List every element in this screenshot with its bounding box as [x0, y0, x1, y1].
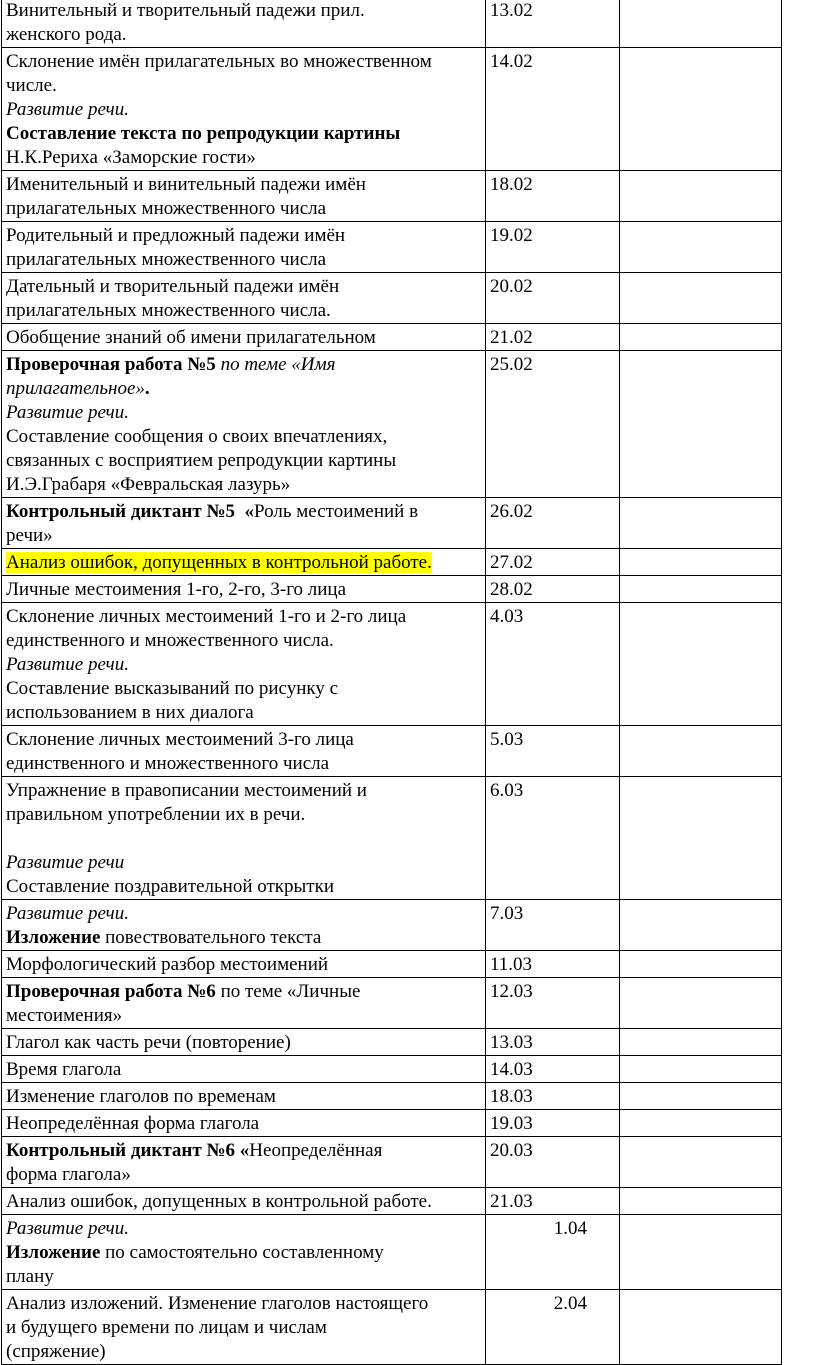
lesson-date-cell: 12.03 [486, 978, 620, 1029]
empty-cell [620, 1083, 782, 1110]
lesson-date-cell: 19.03 [486, 1110, 620, 1137]
topic-text: женского рода. [6, 24, 127, 45]
topic-text: Дательный и творительный падежи имён [6, 276, 340, 297]
table-row [2, 603, 782, 726]
topic-text: Склонение личных местоимений 1-го и 2-го лица [6, 606, 407, 627]
topic-line [6, 1139, 481, 1163]
topic-line [6, 1163, 481, 1187]
topic-line [6, 0, 481, 23]
topic-text: Составление поздравительной открытки [6, 876, 334, 897]
topic-text: Родительный и предложный падежи имён [6, 225, 346, 246]
table-row [2, 1215, 782, 1290]
topic-text: Личные местоимения 1-го, 2-го, 3-го лица [6, 579, 347, 600]
lesson-topic-cell [2, 1137, 486, 1188]
topic-text: Неопределённая форма глагола [6, 1113, 260, 1134]
lesson-topic-cell [2, 48, 486, 171]
table-row [2, 222, 782, 273]
topic-text: . [144, 378, 150, 399]
topic-line [6, 524, 481, 548]
empty-cell [620, 726, 782, 777]
lesson-date-cell: 11.03 [486, 951, 620, 978]
empty-cell [620, 978, 782, 1029]
topic-text: Развитие речи. [6, 402, 129, 423]
topic-text: Изложение [6, 1242, 101, 1263]
empty-cell [620, 1137, 782, 1188]
empty-cell [620, 171, 782, 222]
lesson-date-cell: 28.02 [486, 576, 620, 603]
topic-text: местоимения» [6, 1005, 123, 1026]
topic-text: (спряжение) [6, 1341, 106, 1362]
topic-text: Проверочная работа №5 [6, 354, 216, 375]
table-row [2, 726, 782, 777]
topic-text: Проверочная работа №6 [6, 981, 216, 1002]
topic-text: Морфологический разбор местоимений [6, 954, 329, 975]
topic-text: числе. [6, 75, 57, 96]
lesson-topic-cell [2, 576, 486, 603]
topic-text: и будущего времени по лицам и числам [6, 1317, 327, 1338]
lesson-topic-cell [2, 0, 486, 48]
topic-line [6, 875, 481, 899]
table-row [2, 498, 782, 549]
topic-line [6, 197, 481, 221]
topic-text: Составление текста по репродукции картины [6, 123, 401, 144]
topic-line [6, 449, 481, 473]
topic-text: единственного и множественного числа [6, 753, 330, 774]
topic-line [6, 1217, 481, 1241]
lesson-plan-body [2, 0, 782, 1365]
lesson-topic-cell [2, 1215, 486, 1290]
topic-text: по теме «Имя [215, 354, 336, 375]
table-row [2, 549, 782, 576]
topic-text: плану [6, 1266, 54, 1287]
lesson-topic-cell [2, 951, 486, 978]
topic-text: Склонение имён прилагательных во множественном [6, 51, 432, 72]
table-row [2, 576, 782, 603]
topic-line [6, 926, 481, 950]
topic-text: Роль местоимений в [254, 501, 419, 522]
lesson-date-cell: 14.02 [486, 48, 620, 171]
topic-text: И.Э.Грабаря «Февральская лазурь» [6, 474, 291, 495]
topic-text: связанных с восприятием репродукции картины [6, 450, 397, 471]
lesson-date-cell: 6.03 [486, 777, 620, 900]
topic-line [6, 701, 481, 725]
topic-text: Развитие речи [6, 852, 125, 873]
topic-text: Глагол как часть речи (повторение) [6, 1032, 291, 1053]
table-row [2, 1083, 782, 1110]
topic-text: Анализ ошибок, допущенных в контрольной работе. [6, 1191, 432, 1212]
lesson-topic-cell [2, 273, 486, 324]
empty-cell [620, 777, 782, 900]
topic-text: Н.К.Рериха «Заморские гости» [6, 147, 256, 168]
empty-cell [620, 273, 782, 324]
topic-line [6, 173, 481, 197]
topic-text: « [235, 501, 255, 522]
topic-line [6, 1316, 481, 1340]
topic-text: прилагательных множественного числа. [6, 300, 331, 321]
empty-cell [620, 1029, 782, 1056]
topic-text: прилагательных множественного числа [6, 198, 327, 219]
topic-text: речи» [6, 525, 53, 546]
topic-text: Изменение глаголов по временам [6, 1086, 276, 1107]
topic-line [6, 326, 481, 350]
table-row [2, 1056, 782, 1083]
empty-cell [620, 48, 782, 171]
topic-text: Контрольный диктант №5 [6, 501, 236, 522]
topic-text: Составление сообщения о своих впечатлениях, [6, 426, 388, 447]
lesson-topic-cell [2, 603, 486, 726]
lesson-topic-cell [2, 726, 486, 777]
topic-line [6, 851, 481, 875]
empty-cell [620, 900, 782, 951]
topic-text: по теме «Личные [215, 981, 361, 1002]
topic-line [6, 980, 481, 1004]
lesson-topic-cell [2, 1083, 486, 1110]
table-row [2, 1110, 782, 1137]
lesson-date-cell: 27.02 [486, 549, 620, 576]
lesson-topic-cell [2, 351, 486, 498]
lesson-date-cell: 21.03 [486, 1188, 620, 1215]
topic-text: Развитие речи. [6, 654, 129, 675]
lesson-topic-cell [2, 978, 486, 1029]
lesson-date-cell: 25.02 [486, 351, 620, 498]
topic-line [6, 122, 481, 146]
lesson-topic-cell [2, 900, 486, 951]
topic-text: Обобщение знаний об имени прилагательном [6, 327, 376, 348]
table-row [2, 0, 782, 48]
table-row [2, 1029, 782, 1056]
empty-cell [620, 351, 782, 498]
empty-cell [620, 1056, 782, 1083]
empty-cell [620, 549, 782, 576]
lesson-topic-cell [2, 1290, 486, 1365]
table-row [2, 1290, 782, 1365]
topic-text: Составление высказываний по рисунку с [6, 678, 339, 699]
topic-line [6, 224, 481, 248]
topic-line [6, 74, 481, 98]
topic-line [6, 629, 481, 653]
table-row [2, 978, 782, 1029]
topic-text: Упражнение в правописании местоимений и [6, 780, 367, 801]
lesson-topic-cell [2, 222, 486, 273]
topic-line [6, 353, 481, 377]
topic-text: Склонение личных местоимений 3-го лица [6, 729, 354, 750]
lesson-date-cell: 5.03 [486, 726, 620, 777]
lesson-date-cell: 18.03 [486, 1083, 620, 1110]
topic-line [6, 1241, 481, 1265]
lesson-date-cell: 2.04 [486, 1290, 620, 1365]
topic-line [6, 677, 481, 701]
lesson-topic-cell [2, 171, 486, 222]
table-row [2, 48, 782, 171]
topic-line [6, 248, 481, 272]
lesson-topic-cell [2, 777, 486, 900]
lesson-date-cell: 20.03 [486, 1137, 620, 1188]
empty-cell [620, 576, 782, 603]
topic-text [6, 828, 11, 849]
lesson-topic-cell [2, 324, 486, 351]
topic-line [6, 803, 481, 827]
topic-line [6, 98, 481, 122]
empty-cell [620, 1290, 782, 1365]
topic-line [6, 401, 481, 425]
topic-line [6, 299, 481, 323]
topic-line [6, 1292, 481, 1316]
empty-cell [620, 1110, 782, 1137]
table-row [2, 1137, 782, 1188]
lesson-date-cell: 20.02 [486, 273, 620, 324]
topic-line [6, 1340, 481, 1364]
table-row [2, 351, 782, 498]
lesson-date-cell: 14.03 [486, 1056, 620, 1083]
table-row [2, 1188, 782, 1215]
topic-text: правильном употреблении их в речи. [6, 804, 306, 825]
topic-line [6, 1058, 481, 1082]
empty-cell [620, 324, 782, 351]
topic-line [6, 1112, 481, 1136]
lesson-date-cell: 13.03 [486, 1029, 620, 1056]
topic-text: Развитие речи. [6, 903, 129, 924]
topic-text: Анализ изложений. Изменение глаголов настоящего [6, 1293, 429, 1314]
empty-cell [620, 1215, 782, 1290]
empty-cell [620, 0, 782, 48]
topic-text: по самостоятельно составленному [100, 1242, 384, 1263]
lesson-topic-cell [2, 1056, 486, 1083]
table-row [2, 900, 782, 951]
topic-line [6, 728, 481, 752]
lesson-plan-table [1, 0, 782, 1365]
table-row [2, 273, 782, 324]
lesson-date-cell: 1.04 [486, 1215, 620, 1290]
lesson-topic-cell [2, 1029, 486, 1056]
topic-line [6, 1031, 481, 1055]
lesson-topic-cell [2, 498, 486, 549]
topic-text: Время глагола [6, 1059, 122, 1080]
lesson-date-cell: 26.02 [486, 498, 620, 549]
topic-line [6, 752, 481, 776]
topic-line [6, 551, 481, 575]
empty-cell [620, 222, 782, 273]
empty-cell [620, 498, 782, 549]
empty-cell [620, 951, 782, 978]
empty-cell [620, 1188, 782, 1215]
topic-text: Развитие речи. [6, 1218, 129, 1239]
topic-line [6, 779, 481, 803]
topic-text: Неопределённая [249, 1140, 383, 1161]
lesson-topic-cell [2, 1188, 486, 1215]
topic-line [6, 23, 481, 47]
empty-cell [620, 603, 782, 726]
lesson-date-cell: 13.02 [486, 0, 620, 48]
topic-line [6, 1265, 481, 1289]
topic-line [6, 50, 481, 74]
lesson-topic-cell [2, 549, 486, 576]
topic-line [6, 953, 481, 977]
table-row [2, 324, 782, 351]
topic-text: прилагательное» [6, 378, 145, 399]
topic-line [6, 500, 481, 524]
table-row [2, 777, 782, 900]
topic-text: Развитие речи. [6, 99, 129, 120]
topic-line [6, 827, 481, 851]
topic-line [6, 605, 481, 629]
topic-text: Именительный и винительный падежи имён [6, 174, 366, 195]
lesson-date-cell: 19.02 [486, 222, 620, 273]
table-row [2, 951, 782, 978]
topic-line [6, 1085, 481, 1109]
topic-text: единственного и множественного числа. [6, 630, 334, 651]
topic-text: форма глагола» [6, 1164, 131, 1185]
topic-text: Изложение [6, 927, 101, 948]
topic-line [6, 377, 481, 401]
topic-text: Анализ ошибок, допущенных в контрольной работе. [6, 552, 432, 573]
topic-line [6, 473, 481, 497]
lesson-date-cell: 4.03 [486, 603, 620, 726]
topic-line [6, 275, 481, 299]
topic-line [6, 1004, 481, 1028]
lesson-topic-cell [2, 1110, 486, 1137]
topic-line [6, 425, 481, 449]
topic-text: повествовательного текста [100, 927, 322, 948]
lesson-date-cell: 21.02 [486, 324, 620, 351]
topic-text: Контрольный диктант №6 « [6, 1140, 250, 1161]
lesson-date-cell: 18.02 [486, 171, 620, 222]
topic-line [6, 653, 481, 677]
topic-line [6, 1190, 481, 1214]
topic-line [6, 578, 481, 602]
lesson-date-cell: 7.03 [486, 900, 620, 951]
topic-line [6, 902, 481, 926]
topic-text: использованием в них диалога [6, 702, 254, 723]
topic-line [6, 146, 481, 170]
topic-text: прилагательных множественного числа [6, 249, 327, 270]
table-row [2, 171, 782, 222]
topic-text: Винительный и творительный падежи прил. [6, 0, 365, 21]
